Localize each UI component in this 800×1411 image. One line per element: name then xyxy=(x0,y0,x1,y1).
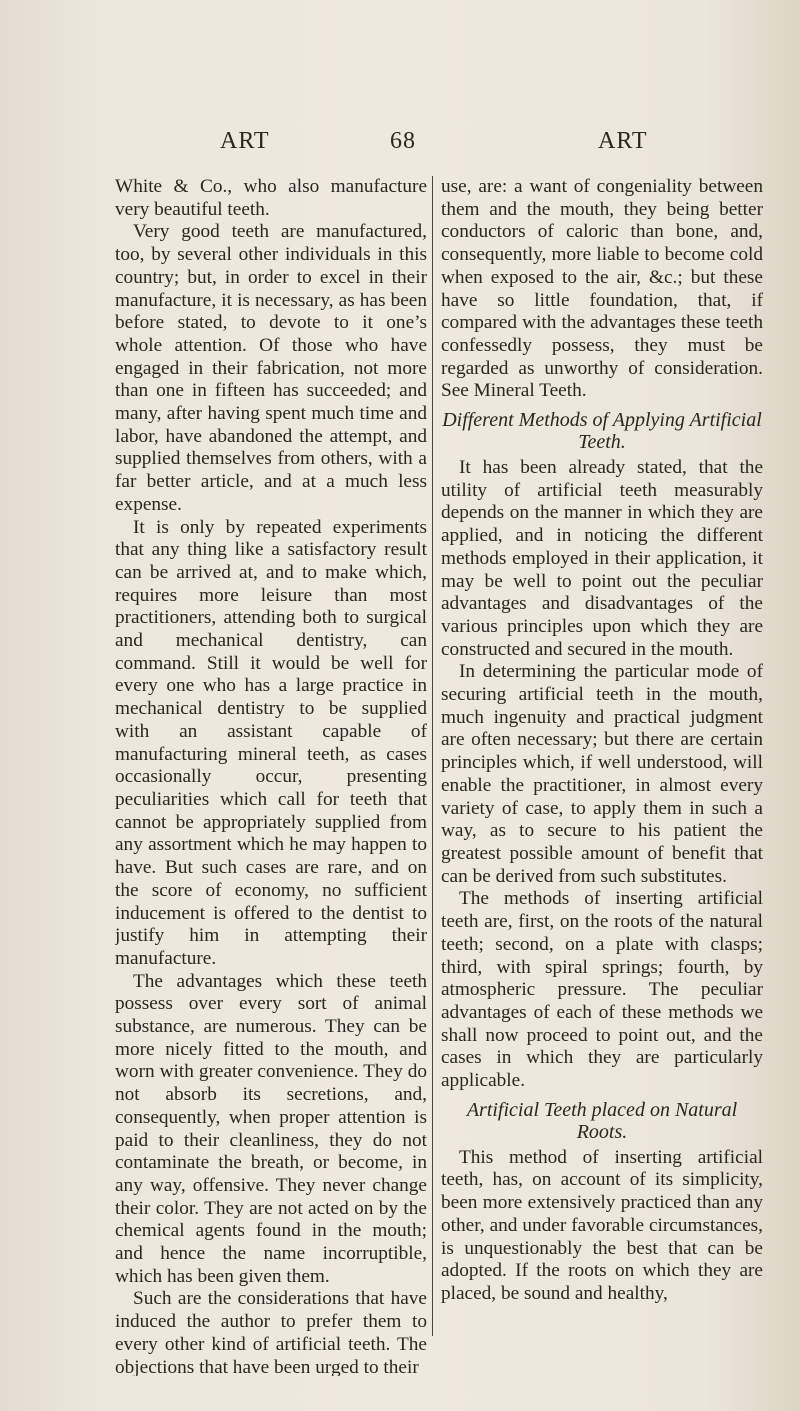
header-right-title: ART xyxy=(598,128,648,154)
page-number: 68 xyxy=(390,128,416,154)
paragraph: White & Co., who also manufacture very beautiful teeth. xyxy=(115,176,427,220)
paragraph: In determining the particular mode of securing artificial teeth in the mouth, much ingenuity and practical judgment are often necessary; but there are certain principles which, if well understood, will enable the practitioner, in almost every variety of case, to apply them in such a way, as to secure to his patient the greatest possible amount of benefit that can be derived from such substitutes. xyxy=(441,661,763,887)
left-column xyxy=(115,176,427,1376)
running-head xyxy=(0,128,800,164)
paragraph: It is only by repeated experiments that any thing like a satisfactory result can be arrived at, and to make which, requires more leisure than most practitioners, attending both to surgical and mechanical dentistry, can command. Still it would be well for every one who has a large practice in mechanical dentistry to be supplied with an assistant capable of manufacturing mineral teeth, as cases occasionally occur, presenting peculiarities which call for teeth that cannot be appropriately supplied from any assortment which he may happen to have. But such cases are rare, and on the score of economy, no sufficient inducement is offered to the dentist to justify him in attempting their manufacture. xyxy=(115,516,427,969)
paragraph: Such are the considerations that have induced the author to prefer them to every other kind of artificial teeth. The objections that have been urged to their xyxy=(115,1288,427,1376)
paragraph: The methods of inserting artificial teeth are, first, on the roots of the natural teeth; second, on a plate with clasps; third, with spiral springs; fourth, by atmospheric pressure. The peculiar advantages of each of these methods we shall now proceed to point out, and the cases in which they are particularly applicable. xyxy=(441,888,763,1092)
section-heading: Different Methods of Applying Artificial Teeth. xyxy=(442,409,762,454)
section-heading: Artificial Teeth placed on Natural Roots. xyxy=(466,1098,738,1143)
paragraph: This method of inserting artificial teeth, has, on account of its simplicity, been more extensively practiced than any other, and under favorable circumstances, is unquestionably the best that can be adopted. If the roots on which they are placed, be sound and healthy, xyxy=(441,1146,763,1304)
header-left-title: ART xyxy=(220,128,270,154)
paragraph: Very good teeth are manufactured, too, by several other individuals in this country; but, in order to excel in their manufacture, it is necessary, as has been before stated, to devote to it one’s whole attention. Of those who have engaged in their fabrication, not more than one in fifteen has succeeded; and many, after having spent much time and labor, have abandoned the attempt, and supplied themselves from others, with a far better article, and at a much less expense. xyxy=(115,221,427,515)
paragraph: It has been already stated, that the utility of artificial teeth measurably depends on the manner in which they are applied, and in noticing the different methods employed in their application, it may be well to point out the peculiar advantages and disadvantages of the various principles upon which they are constructed and secured in the mouth. xyxy=(441,457,763,660)
paragraph: use, are: a want of congeniality between them and the mouth, they being better conductors of caloric than bone, and, consequently, more liable to become cold when exposed to the air, &c.; but these have so little foundation, that, if compared with the advantages these teeth confessedly possess, they must be regarded as unworthy of consideration. See Mineral Teeth. xyxy=(441,176,763,402)
column-divider xyxy=(432,176,433,1336)
paragraph: The advantages which these teeth possess over every sort of animal substance, are numerous. They can be more nicely fitted to the mouth, and worn with greater convenience. They do not absorb its secretions, and, consequently, when proper attention is paid to their cleanliness, they do not contaminate the breath, or become, in any way, offensive. They never change their color. They are not acted on by the chemical agents found in the mouth; and hence the name incorruptible, which has been given them. xyxy=(115,970,427,1287)
right-column xyxy=(441,176,763,1376)
